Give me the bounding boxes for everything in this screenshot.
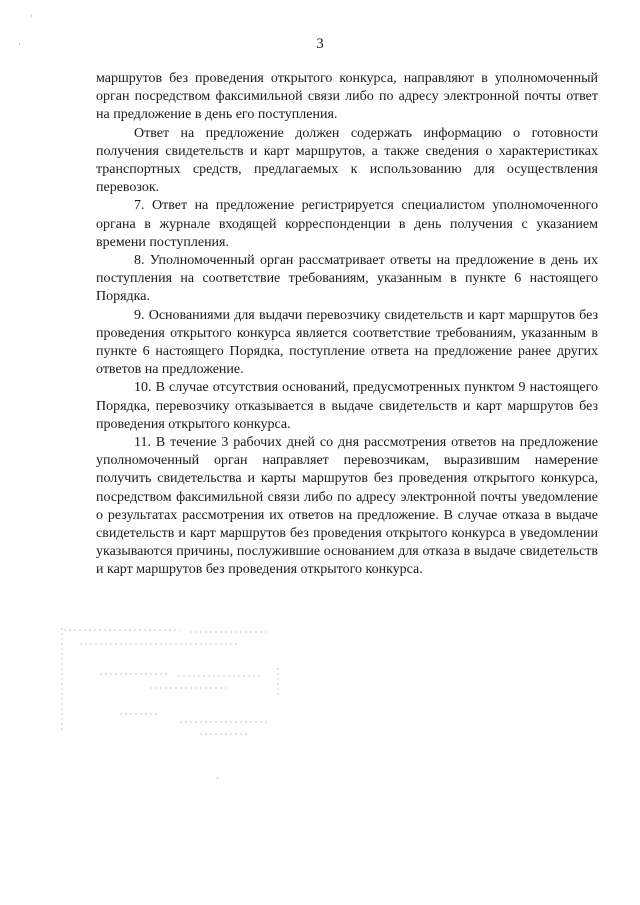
scan-artifact-mark: ·	[18, 39, 21, 49]
paragraph-item-9: 9. Основаниями для выдачи перевозчику свидетельств и карт маршрутов без проведения открытого конкурса является соответствие требованиям, указанным в пункте 6 настоящего Порядка, поступление ответа на предложение ранее других ответов на предложение.	[96, 307, 598, 378]
scan-artifact-mark: ·	[216, 773, 219, 783]
paragraph-response-content: Ответ на предложение должен содержать информацию о готовности получения свидетельств и карт маршрутов, а также сведения о характеристиках транспортных средств, предлагаемых к использованию для осуществления перевозок.	[96, 125, 598, 196]
paragraph-item-10: 10. В случае отсутствия оснований, предусмотренных пунктом 9 настоящего Порядка, перевозчику отказывается в выдаче свидетельств и карт маршрутов без проведения открытого конкурса.	[96, 380, 598, 432]
paragraph-item-7: 7. Ответ на предложение регистрируется специалистом уполномоченного органа в журнале входящей корреспонденции в день получения с указанием времени поступления.	[96, 198, 598, 250]
paragraph-item-11: 11. В течение 3 рабочих дней со дня рассмотрения ответов на предложение уполномоченный орган направляет перевозчикам, выразившим намерение получить свидетельства и карты маршрутов без проведения открытого конкурса, посредством факсимильной связи либо по адресу электронной почты уведомление о результатах рассмотрения их ответов на предложение. В случае отказа в выдаче свидетельств и карт маршрутов без проведения открытого конкурса в уведомлении указываются причины, послужившие основанием для отказа в выдаче свидетельств и карт маршрутов без проведения открытого конкурса.	[96, 435, 598, 578]
page-number: 3	[316, 36, 324, 52]
paragraph-continuation: маршрутов без проведения открытого конкурса, направляют в уполномоченный орган посредством факсимильной связи либо по адресу электронной почты ответ на предложение в день его поступления.	[96, 71, 598, 123]
document-body	[96, 70, 598, 580]
faint-stamp-residue	[60, 622, 290, 742]
scan-artifact-mark: ·	[30, 11, 33, 21]
paragraph-item-8: 8. Уполномоченный орган рассматривает ответы на предложение в день их поступления на соответствие требованиям, указанным в пункте 6 настоящего Порядка.	[96, 253, 598, 305]
